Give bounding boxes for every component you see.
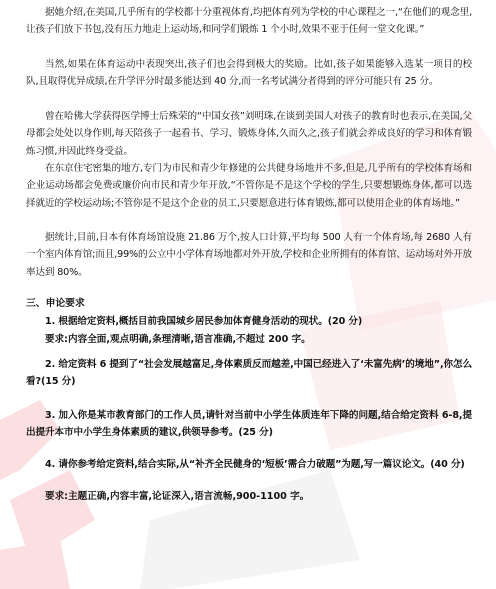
- question-2: 2. 给定资料 6 提到了“社会发展越富足,身体素质反而越差,中国已经进入了‘未富先病’的境地”,你怎么看?(15 分): [26, 359, 472, 388]
- paragraph-1: 据她介绍,在美国,几乎所有的学校都十分重视体育,均把体育列为学校的中心课程之一,“在他们的观念里,让孩子们放下书包,没有压力地走上运动场,和同学们锻炼 1 个小时,效果不亚于任何一堂文化课。”: [26, 7, 472, 36]
- paragraph-4: 在东京住宅密集的地方,专门为市民和青少年修建的公共健身场地并不多,但是,几乎所有的学校体育场和企业运动场都会免费或廉价向市民和青少年开放,“不管你是不是这个学校的学生,只要想锻炼身体,都可以选择就近的学校运动场;不管你是不是这个企业的员工,只要愿意进行体育锻炼,都可以使用企业的体育场地。”: [26, 163, 472, 209]
- paragraph-3: 曾在哈佛大学获得医学博士后殊荣的“中国女孩”刘明珠,在谈到美国人对孩子的教育时也表示,在美国,父母都会处处以身作则,每天陪孩子一起看书、学习、锻炼身体,久而久之,孩子们就会养成良好的学习和体育锻炼习惯,并因此终身受益。: [26, 111, 472, 157]
- section-heading: 三、申论要求: [26, 298, 85, 309]
- paragraph-5: 据统计,目前,日本有体育场馆设施 21.86 万个,按人口计算,平均每 500 人有一个体育场,每 2680 人有一个室内体育馆;而且,99%的公立中小学体育场地都对外开放,学校和企业所拥有的体育馆、运动场对外开放率达到 80%。: [26, 232, 472, 278]
- question-4-requirement: 要求:主题正确,内容丰富,论证深入,语言流畅,900-1100 字。: [45, 491, 310, 502]
- paragraph-2: 当然,如果在体育运动中表现突出,孩子们也会得到极大的奖励。比如,孩子如果能够入选某一项目的校队,且取得优异成绩,在升学评分时最多能达到 40 分,而一名考试满分者得到的评分可能只有 25 分。: [26, 59, 472, 88]
- question-1: 1. 根据给定资料,概括目前我国城乡居民参加体育健身活动的现状。(20 分): [45, 316, 363, 327]
- question-3: 3. 加入你是某市教育部门的工作人员,请针对当前中小学生体质连年下降的问题,结合给定资料 6-8,提出提升本市中小学生身体素质的建议,供领导参考。(25 分): [26, 410, 472, 439]
- question-1-requirement: 要求:内容全面,观点明确,条理清晰,语言准确,不超过 200 字。: [45, 334, 311, 345]
- question-4: 4. 请你参考给定资料,结合实际,从“补齐全民健身的‘短板’需合力破题”为题,写一篇议论文。(40 分): [45, 459, 465, 470]
